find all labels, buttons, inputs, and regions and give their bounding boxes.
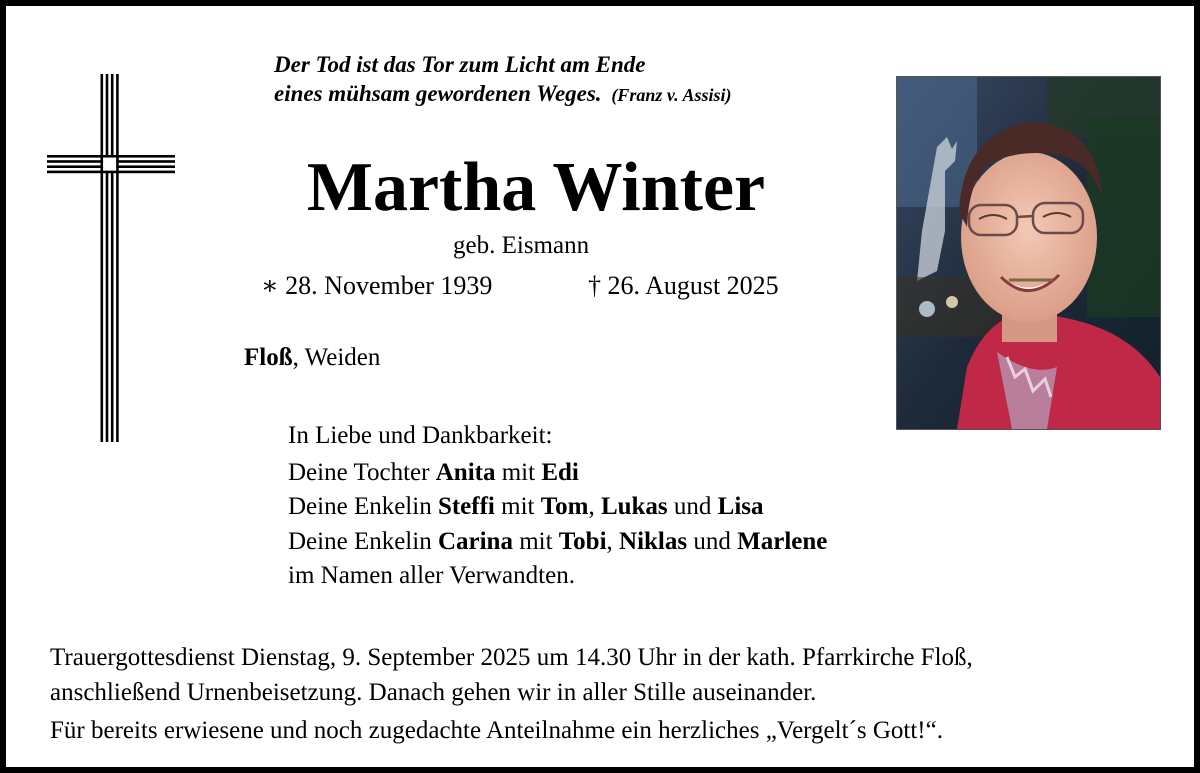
family-name-lukas: Lukas [600,493,668,520]
quote-author: (Franz v. Assisi) [611,85,732,105]
family-name-edi: Edi [541,458,579,486]
deceased-name: Martha Winter [306,149,766,226]
family-line-3-sep2: , [606,527,620,555]
birth-date-text: 28. November 1939 [285,271,493,300]
place-secondary: , Weiden [292,344,381,371]
family-name-steffi: Steffi [437,493,495,520]
birth-name: geb. Eismann [453,232,590,259]
family-name-tobi: Tobi [558,527,607,555]
family-line-1-pre: Deine Tochter [288,458,436,486]
family-line-2-pre: Deine Enkelin [288,493,438,520]
quote-line-2 [274,79,732,110]
portrait-image [897,77,1160,429]
quote-line-2-text: eines mühsam gewordenen Weges. [274,81,602,106]
footer [50,640,973,748]
family-line-1-sep1: mit [495,458,542,486]
thanks-line: Für bereits erwiesene und noch zugedachte Anteilnahme ein herzliches „Vergelt´s Gott!“. [50,717,943,744]
birth-symbol: ∗ [261,271,279,300]
family-section [288,419,827,594]
family-line-2-sep3: und [667,493,718,520]
death-date [588,271,779,301]
place [244,343,380,373]
family-line-1 [288,456,827,491]
family-closing: im Namen aller Verwandten. [288,562,575,589]
family-line-3-pre: Deine Enkelin [288,527,438,555]
family-name-carina: Carina [437,527,513,555]
portrait-photo [896,76,1161,430]
family-name-tom: Tom [540,493,589,520]
family-line-3-sep3: und [687,527,738,555]
quote [274,50,732,110]
family-line-2-sep2: , [588,493,601,520]
birth-date [261,271,492,301]
family-line-3 [288,525,827,560]
family-line-2-sep1: mit [494,493,541,520]
family-name-niklas: Niklas [619,527,688,555]
service-line-1: Trauergottesdienst Dienstag, 9. September 2025 um 14.30 Uhr in der kath. Pfarrkirche Floß, [50,644,973,671]
place-primary: Floß [244,344,293,371]
family-name-lisa: Lisa [717,493,764,520]
death-date-text: 26. August 2025 [607,271,779,300]
family-line-2 [288,490,827,525]
quote-line-1: Der Tod ist das Tor zum Licht am Ende [274,52,646,77]
family-name-marlene: Marlene [737,527,828,555]
death-symbol: † [588,271,601,300]
cross-icon [44,74,178,442]
family-line-3-sep1: mit [512,527,559,555]
family-name-anita: Anita [435,458,496,486]
service-line-2: anschließend Urnenbeisetzung. Danach gehen wir in aller Stille auseinander. [50,679,817,706]
family-intro: In Liebe und Dankbarkeit: [288,422,553,449]
